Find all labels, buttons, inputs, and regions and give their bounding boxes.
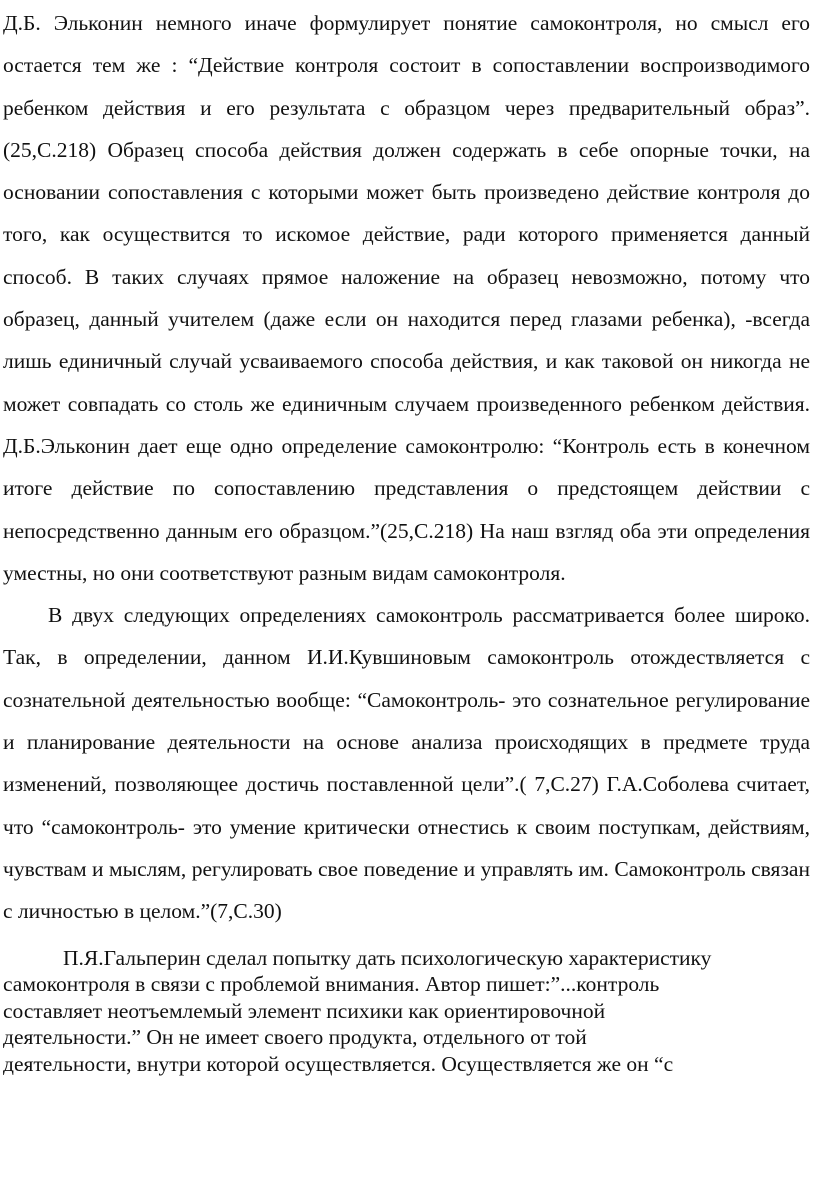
- paragraph-broader-definitions: В двух следующих определениях самоконтроль рассматривается более широко. Так, в определении, данном И.И.Кувшиновым самоконтроль отождествляется с сознательной деятельностью вообще: “Самоконтроль- это сознательное регулирование и планирование деятельности на основе анализа происходящих в предмете труда изменений, позволяющее достичь поставленной цели”.( 7,С.27) Г.А.Соболева считает, что “самоконтроль- это умение критически отнестись к своим поступкам, действиям, чувствам и мыслям, регулировать свое поведение и управлять им. Самоконтроль связан с личностью в целом.”(7,С.30): [3, 603, 810, 924]
- text-line: составляет неотъемлемый элемент психики как ориентировочной: [3, 998, 606, 1023]
- text-line: деятельности.” Он не имеет своего продукта, отдельного от той: [3, 1025, 587, 1050]
- text-line: П.Я.Гальперин сделал попытку дать психологическую характеристику: [63, 945, 712, 970]
- paragraph-elkonin-definitions: Д.Б. Эльконин немного иначе формулирует понятие самоконтроля, но смысл его остается тем же : “Действие контроля состоит в сопоставлении воспроизводимого ребенком действия и его результата с образцом через предварительный образ”.(25,С.218) Образец способа действия должен содержать в себе опорные точки, на основании сопоставления с которыми может быть произведено действие контроля до того, как осуществится то искомое действие, ради которого применяется данный способ. В таких случаях прямое наложение на образец невозможно, потому что образец, данный учителем (даже если он находится перед глазами ребенка), -всегда лишь единичный случай усваиваемого способа действия, и как таковой он никогда не может совпадать со столь же единичным случаем произведенного ребенком действия. Д.Б.Эльконин дает еще одно определение самоконтролю: “Контроль есть в конечном итоге действие по сопоставлению представления о предстоящем действии с непосредственно данным его образцом.”(25,С.218) На наш взгляд оба эти определения уместны, но они соответствуют разным видам самоконтроля.: [3, 11, 810, 585]
- paragraph-galperin: [3, 945, 810, 1078]
- text-line: самоконтроля в связи с проблемой внимания. Автор пишет:”...контроль: [3, 972, 660, 997]
- text-line: деятельности, внутри которой осуществляется. Осуществляется же он “с: [3, 1051, 674, 1076]
